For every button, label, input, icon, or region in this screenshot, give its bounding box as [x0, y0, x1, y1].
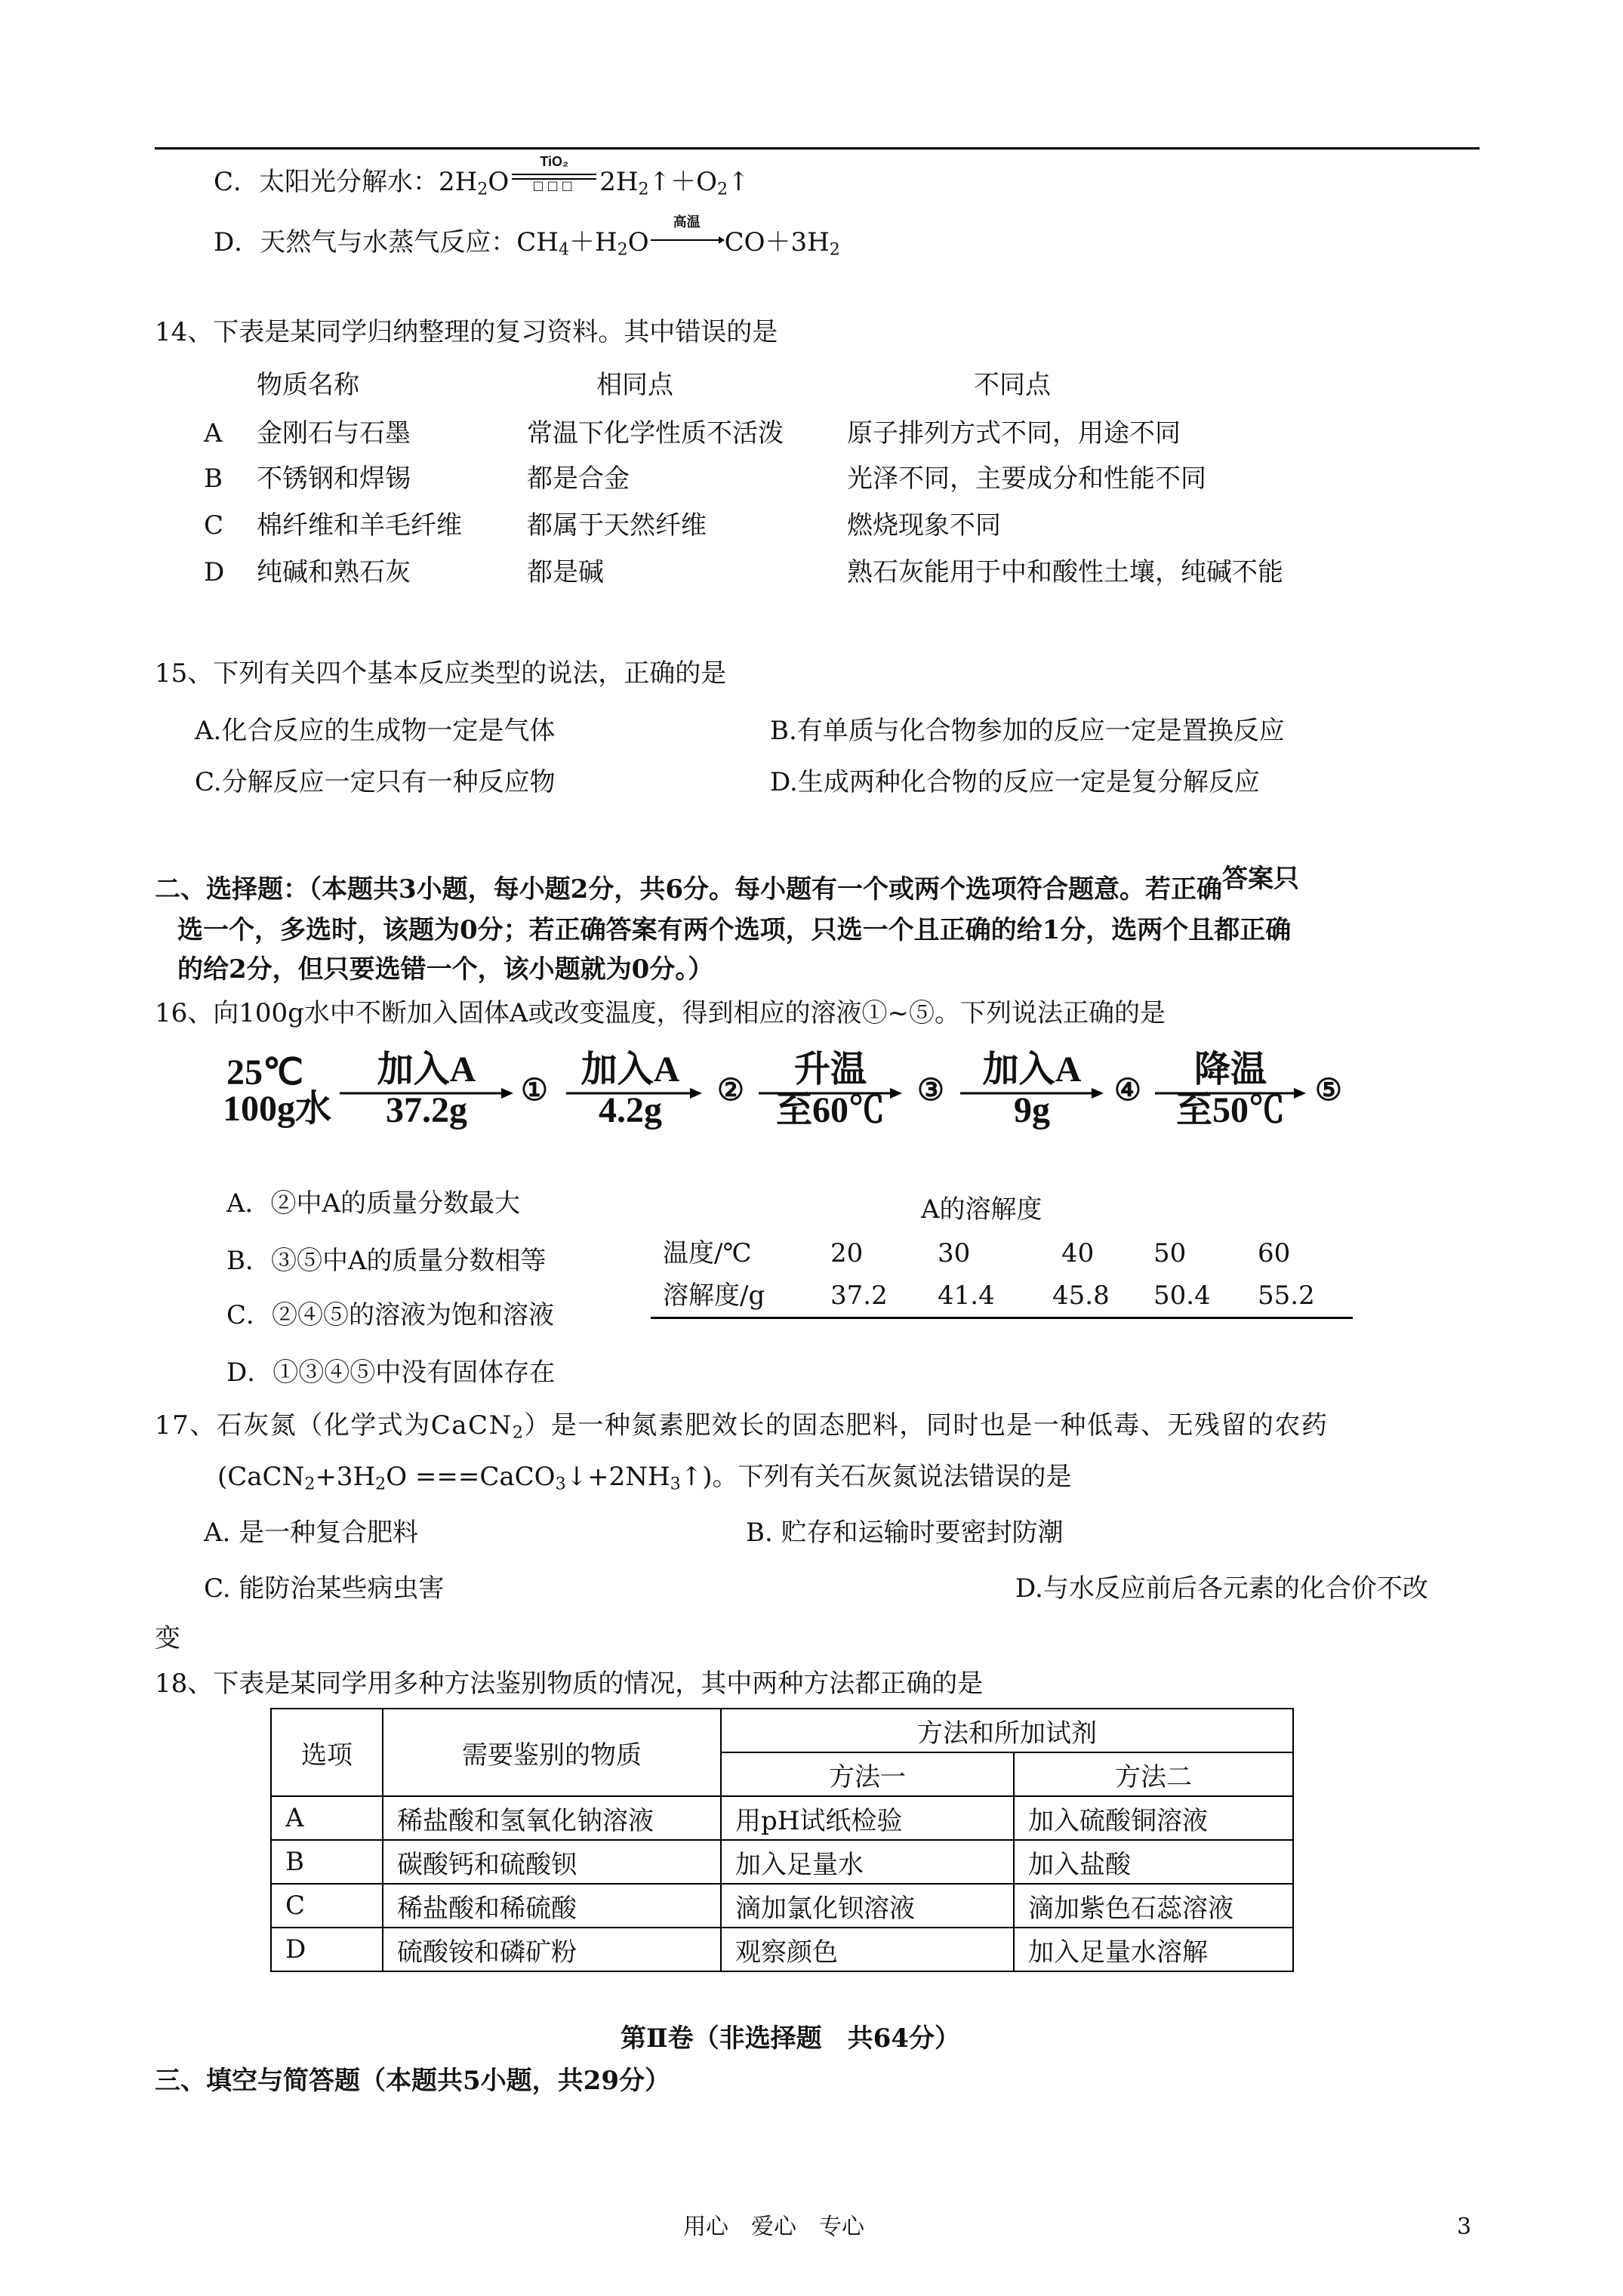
flow-step3-bottom: 至60℃: [775, 1090, 885, 1130]
q14-row-same: 都是碱: [527, 557, 604, 587]
flow-step5-top: 降温: [1193, 1049, 1267, 1089]
q18-cell-option: B: [271, 1840, 383, 1884]
solubility-value: 45.8: [1052, 1281, 1110, 1311]
q14-row-same: 都属于天然纤维: [527, 510, 707, 541]
flow-step4-bottom: 9g: [1014, 1090, 1050, 1130]
catalyst-equals-sign: TiO₂ □□□: [509, 165, 599, 195]
q16-stem: 16、向100g水中不断加入固体A或改变温度，得到相应的溶液①~⑤。下列说法正确的是: [155, 998, 1166, 1028]
q14-row-same: 都是合金: [527, 464, 630, 494]
section3-title: 三、填空与简答题（本题共5小题，共29分）: [155, 2066, 670, 2096]
q18-cell-option: C: [271, 1884, 383, 1928]
flow-step1-top: 加入A: [377, 1049, 476, 1089]
q15-option-d: D.生成两种化合物的反应一定是复分解反应: [770, 767, 1260, 797]
solubility-value: 37.2: [830, 1281, 888, 1311]
solubility-temp: 20: [830, 1238, 864, 1268]
flow-start-water: 100g水: [223, 1089, 332, 1129]
flow-step3-top: 升温: [793, 1049, 867, 1089]
q18-cell-method1: 滴加氯化钡溶液: [721, 1884, 1014, 1928]
q18-table: [270, 1708, 1294, 1972]
q17-option-a: A. 是一种复合肥料: [204, 1518, 419, 1548]
q18-header-method1: 方法一: [721, 1752, 1014, 1796]
solubility-value-label: 溶解度/g: [663, 1281, 765, 1311]
q18-cell-method1: 加入足量水: [721, 1840, 1014, 1884]
q17-option-b: B. 贮存和运输时要密封防潮: [746, 1518, 1064, 1548]
table-row: [271, 1928, 1293, 1971]
table-row: [271, 1840, 1293, 1884]
q14-row-diff: 熟石灰能用于中和酸性土壤，纯碱不能: [847, 557, 1283, 587]
q18-cell-method1: 用pH试纸检验: [721, 1796, 1014, 1840]
q13-option-c: C．太阳光分解水：$2H_2O$ TiO₂ □□□ $2H_2↑+O_2↑$: [214, 154, 750, 199]
solubility-value: 50.4: [1153, 1281, 1211, 1311]
solubility-temp: 60: [1258, 1238, 1291, 1268]
q14-row-name: 金刚石与石墨: [257, 418, 411, 448]
q16-option-a: A．②中A的质量分数最大: [226, 1188, 521, 1219]
q14-header-same: 相同点: [596, 370, 673, 400]
q17-equation: ($CaCN_2+3H_2O$ $===CaCO_3↓+2NH_3↑$)。下列有关石灰氮说法错误的是: [217, 1462, 1072, 1494]
q18-cell-method2: 加入盐酸: [1014, 1840, 1293, 1884]
q14-header-name: 物质名称: [257, 370, 359, 400]
q18-header-option: 选项: [271, 1709, 383, 1796]
flow-result-5: ⑤: [1315, 1073, 1342, 1107]
flow-step4-top: 加入A: [982, 1049, 1082, 1089]
q14-row-name: 棉纤维和羊毛纤维: [257, 510, 462, 541]
q18-cell-option: A: [271, 1796, 383, 1840]
section2-instructions-line1: 二、选择题：（本题共3小题，每小题2分，共6分。每小题有一个或两个选项符合题意。若正确答案只: [155, 864, 1299, 905]
q18-header-methods: 方法和所加试剂: [721, 1709, 1293, 1752]
q15-option-c: C.分解反应一定只有一种反应物: [195, 767, 556, 797]
q18-cell-method1: 观察颜色: [721, 1928, 1014, 1971]
q14-row-opt: A: [204, 418, 223, 448]
section2-instructions-line2: 选一个，多选时，该题为0分；若正确答案有两个选项，只选一个且正确的给1分，选两个且都正确: [177, 915, 1292, 945]
flow-result-3: ③: [917, 1073, 944, 1107]
q17-option-d-wrap: 变: [155, 1623, 180, 1653]
q15-stem: 15、下列有关四个基本反应类型的说法，正确的是: [155, 658, 727, 689]
q14-header-diff: 不同点: [974, 370, 1051, 400]
q14-row-diff: 原子排列方式不同，用途不同: [847, 418, 1181, 448]
solubility-value: 41.4: [938, 1281, 995, 1311]
q14-row-diff: 光泽不同，主要成分和性能不同: [847, 464, 1206, 494]
q16-option-d: D．①③④⑤中没有固体存在: [226, 1358, 556, 1388]
q18-header-method2: 方法二: [1014, 1752, 1293, 1796]
reaction-arrow: 高温: [649, 225, 725, 255]
flow-result-4: ④: [1114, 1073, 1141, 1107]
solubility-temp: 30: [938, 1238, 971, 1268]
flow-result-1: ①: [521, 1073, 548, 1107]
q14-row-opt: D: [204, 557, 225, 587]
solubility-temp: 50: [1153, 1238, 1187, 1268]
header-rule: [155, 147, 1480, 149]
solubility-value: 55.2: [1258, 1281, 1315, 1311]
table-row: [271, 1796, 1293, 1840]
q14-row-name: 纯碱和熟石灰: [257, 557, 411, 587]
q18-cell-substance: 碳酸钙和硫酸钡: [383, 1840, 721, 1884]
q14-row-same: 常温下化学性质不活泼: [527, 418, 784, 448]
q13-option-d: D．天然气与水蒸气反应：$CH_4+H_2O$ 高温 $CO+3H_2$: [214, 214, 840, 260]
q18-cell-option: D: [271, 1928, 383, 1971]
q14-row-diff: 燃烧现象不同: [847, 510, 1001, 541]
flow-step2-bottom: 4.2g: [599, 1090, 662, 1130]
solubility-table-rule: [651, 1317, 1353, 1319]
q18-cell-substance: 稀盐酸和氢氧化钠溶液: [383, 1796, 721, 1840]
page-number: 3: [1457, 2214, 1472, 2240]
section2-instructions-line3: 的给2分，但只要选错一个，该小题就为0分。）: [177, 954, 714, 985]
q18-cell-method2: 加入硫酸铜溶液: [1014, 1796, 1293, 1840]
q17-option-d: D.与水反应前后各元素的化合价不改: [1015, 1573, 1428, 1604]
q16-option-b: B．③⑤中A的质量分数相等: [226, 1246, 547, 1276]
flow-result-2: ②: [717, 1073, 744, 1107]
flow-step5-bottom: 至50℃: [1175, 1090, 1285, 1130]
q18-cell-method2: 加入足量水溶解: [1014, 1928, 1293, 1971]
flow-start-temp: 25℃: [226, 1052, 303, 1093]
q18-header-substance: 需要鉴别的物质: [383, 1709, 721, 1796]
part2-title: 第Ⅱ卷（非选择题 共64分）: [621, 2023, 960, 2054]
q18-cell-substance: 硫酸铵和磷矿粉: [383, 1928, 721, 1971]
q14-row-opt: B: [204, 464, 223, 494]
q17-option-c: C. 能防治某些病虫害: [204, 1573, 445, 1604]
q14-row-opt: C: [204, 510, 224, 541]
q15-option-b: B.有单质与化合物参加的反应一定是置换反应: [770, 716, 1285, 746]
solubility-table-title: A的溶解度: [921, 1194, 1042, 1225]
flow-step2-top: 加入A: [581, 1049, 680, 1089]
q18-cell-method2: 滴加紫色石蕊溶液: [1014, 1884, 1293, 1928]
solubility-temp: 40: [1061, 1238, 1095, 1268]
q18-cell-substance: 稀盐酸和稀硫酸: [383, 1884, 721, 1928]
solubility-temp-label: 温度/℃: [663, 1238, 752, 1268]
flow-step1-bottom: 37.2g: [386, 1090, 467, 1130]
q18-stem: 18、下表是某同学用多种方法鉴别物质的情况，其中两种方法都正确的是: [155, 1669, 984, 1699]
q15-option-a: A.化合反应的生成物一定是气体: [195, 716, 556, 746]
q14-stem: 14、下表是某同学归纳整理的复习资料。其中错误的是: [155, 317, 778, 347]
q16-option-c: C．②④⑤的溶液为饱和溶液: [226, 1300, 555, 1330]
q14-row-name: 不锈钢和焊锡: [257, 464, 411, 494]
q17-stem-line1: 17、石灰氮（化学式为CaCN$_2$）是一种氮素肥效长的固态肥料，同时也是一种低毒、无残留的农药: [155, 1410, 1329, 1443]
table-row: [271, 1884, 1293, 1928]
footer-motto: 用心 爱心 专心: [683, 2214, 864, 2240]
